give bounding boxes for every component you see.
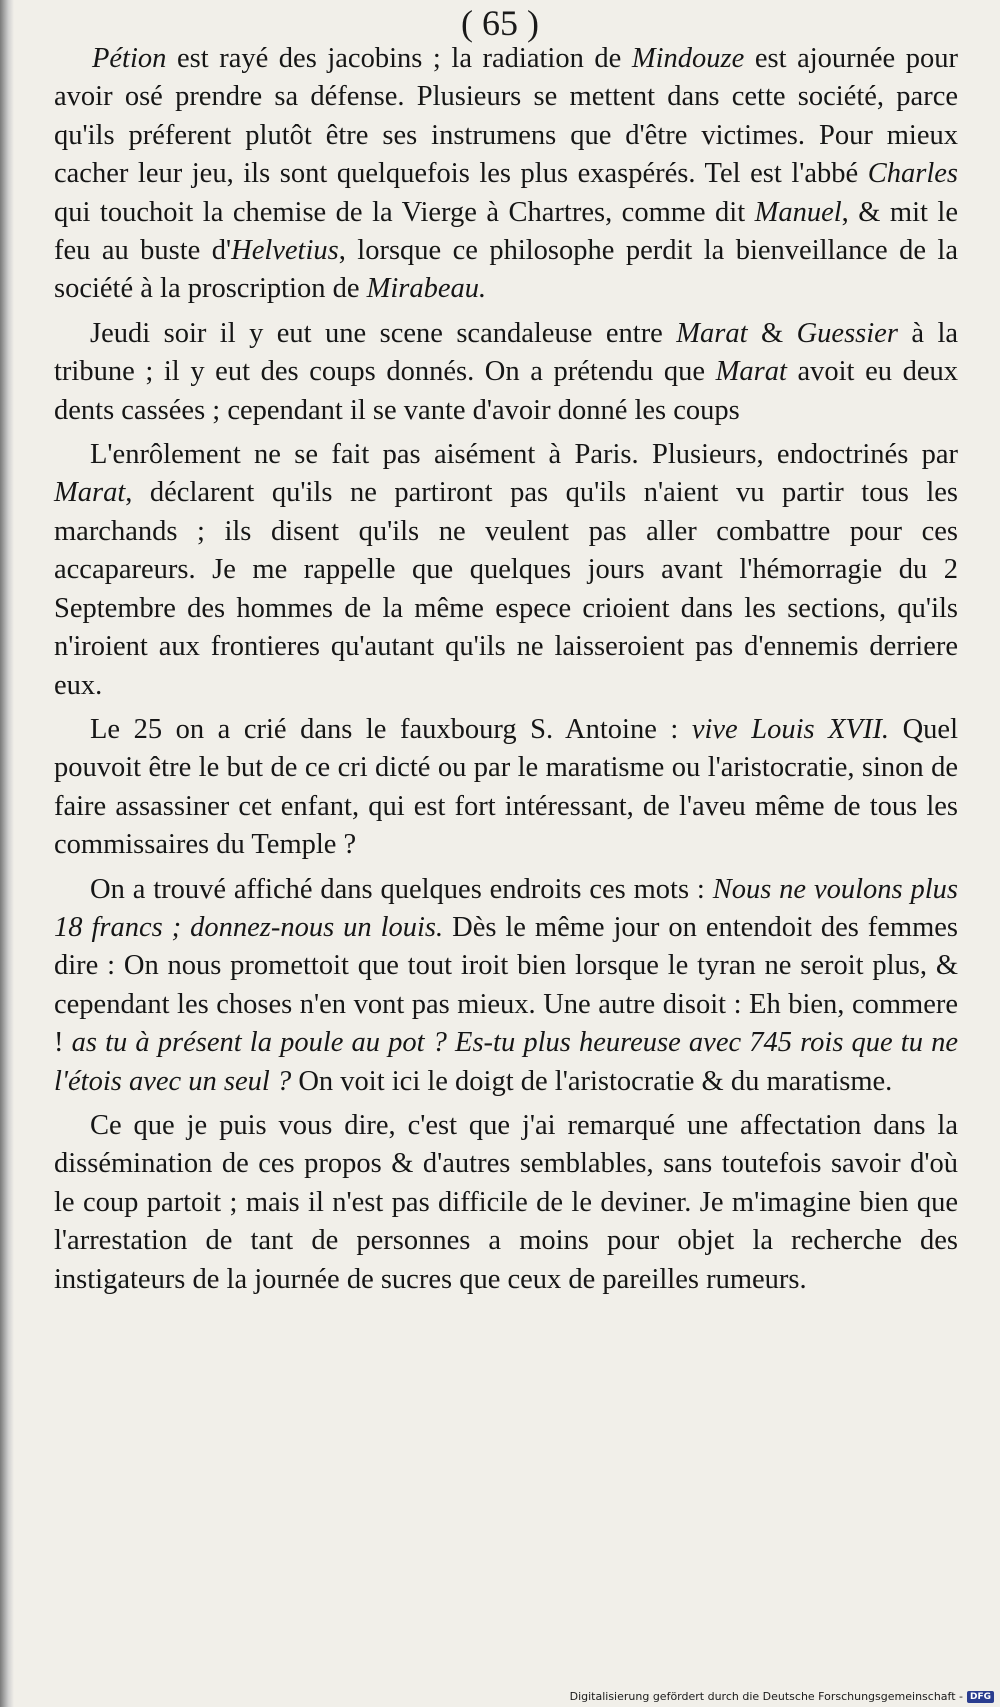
paragraph-1 bbox=[54, 40, 958, 309]
paragraph-4 bbox=[54, 711, 958, 865]
body-text bbox=[54, 40, 958, 1299]
paragraph-3 bbox=[54, 436, 958, 705]
text-run: Ce que je puis vous dire, c'est que j'ai remarqué une affectation dans la dissémination de ces propos & d'autres semblables, sans toutefois savoir d'où le coup partoit ; mais il n'est pas difficile de le deviner. Je m'imagine bien que l'arrestation de tant de personnes a moins pour objet la recherche des instigateurs de la journée de sucres que ceux de pareilles rumeurs. bbox=[54, 1109, 958, 1295]
italic-run: Mirabeau. bbox=[366, 273, 487, 305]
italic-run: Pétion bbox=[92, 43, 167, 74]
text-run: L'enrôlement ne se fait pas aisément à Paris. Plusieurs, endoctrinés par bbox=[90, 439, 958, 471]
italic-run: Marat bbox=[715, 356, 787, 388]
italic-run: Charles bbox=[867, 158, 958, 190]
text-run: Dès le même jour on entendoit des femmes dire : On nous promettoit que tout iroit bien lorsque le tyran ne seroit plus, & cependant les choses n'en vont pas mieux. Une autre disoit : Eh bien, commere ! bbox=[54, 911, 958, 1059]
italic-run: Helvetius bbox=[231, 235, 339, 267]
italic-run: Manuel bbox=[754, 196, 842, 228]
digitization-credit bbox=[570, 1690, 994, 1703]
text-run: & bbox=[747, 317, 797, 349]
paragraph-5 bbox=[54, 871, 958, 1101]
italic-run: Guessier bbox=[796, 317, 898, 349]
dfg-logo: DFG bbox=[967, 1691, 994, 1703]
credit-text: Digitalisierung gefördert durch die Deutsche Forschungsgemeinschaft - bbox=[569, 1690, 963, 1703]
text-run: avoit eu deux dents cassées ; cependant il se vante d'avoir donné les coups bbox=[54, 356, 958, 426]
text-run: , déclarent qu'ils ne partiront pas qu'ils n'aient vu partir tous les marchands ; ils disent qu'ils ne veulent pas aller combattre pour ces accapareurs. Je me rappelle que quelques jours avant l'hémorragie du 2 Septembre des hommes de la même espece crioient dans les sections, qu'ils n'iroient aux frontieres qu'autant qu'ils ne laisseroient pas d'ennemis derriere eux. bbox=[54, 477, 958, 701]
paragraph-2 bbox=[54, 315, 958, 430]
italic-run: Marat bbox=[676, 317, 748, 349]
text-run: Le 25 on a crié dans le fauxbourg S. Antoine : bbox=[90, 713, 692, 745]
text-run: est rayé des jacobins ; la radiation de bbox=[166, 43, 632, 74]
page-edge-shadow bbox=[0, 0, 14, 1707]
text-run: qui touchoit la chemise de la Vierge à Chartres, comme dit bbox=[54, 196, 755, 228]
paragraph-6 bbox=[54, 1107, 958, 1299]
italic-run: vive Louis XVII. bbox=[691, 713, 890, 745]
text-run: Quel pouvoit être le but de ce cri dicté ou par le maratisme ou l'aristocratie, sinon de faire assassiner cet enfant, qui est fort intéressant, de l'aveu même de tous les commissaires du Temple ? bbox=[54, 713, 958, 861]
text-run: Jeudi soir il y eut une scene scandaleuse entre bbox=[90, 317, 677, 349]
text-run: à la tribune ; il y eut des coups donnés. On a prétendu que bbox=[54, 317, 959, 388]
text-run: est ajournée pour avoir osé prendre sa défense. Plusieurs se mettent dans cette société, parce qu'ils préferent plutôt être ses instrumens que d'être victimes. Pour mieux cacher leur jeu, ils sont quelquefois les plus exaspérés. Tel est l'abbé bbox=[54, 43, 958, 190]
text-run: , lorsque ce philosophe perdit la bienveillance de la société à la proscription de bbox=[54, 235, 958, 305]
italic-run: Mindouze bbox=[631, 43, 745, 74]
italic-run: as tu à présent la poule au pot ? Es-tu plus heureuse avec 745 rois que tu ne l'étois avec un seul ? bbox=[54, 1027, 958, 1097]
text-run: , & mit le feu au buste d' bbox=[54, 196, 958, 267]
text-run: On voit ici le doigt de l'aristocratie & du maratisme. bbox=[291, 1065, 893, 1097]
page-number: ( 65 ) bbox=[461, 3, 539, 43]
italic-run: Marat bbox=[54, 477, 126, 509]
italic-run: Nous ne voulons plus 18 francs ; donnez-nous un louis. bbox=[54, 873, 958, 943]
text-run: On a trouvé affiché dans quelques endroits ces mots : bbox=[90, 873, 713, 905]
